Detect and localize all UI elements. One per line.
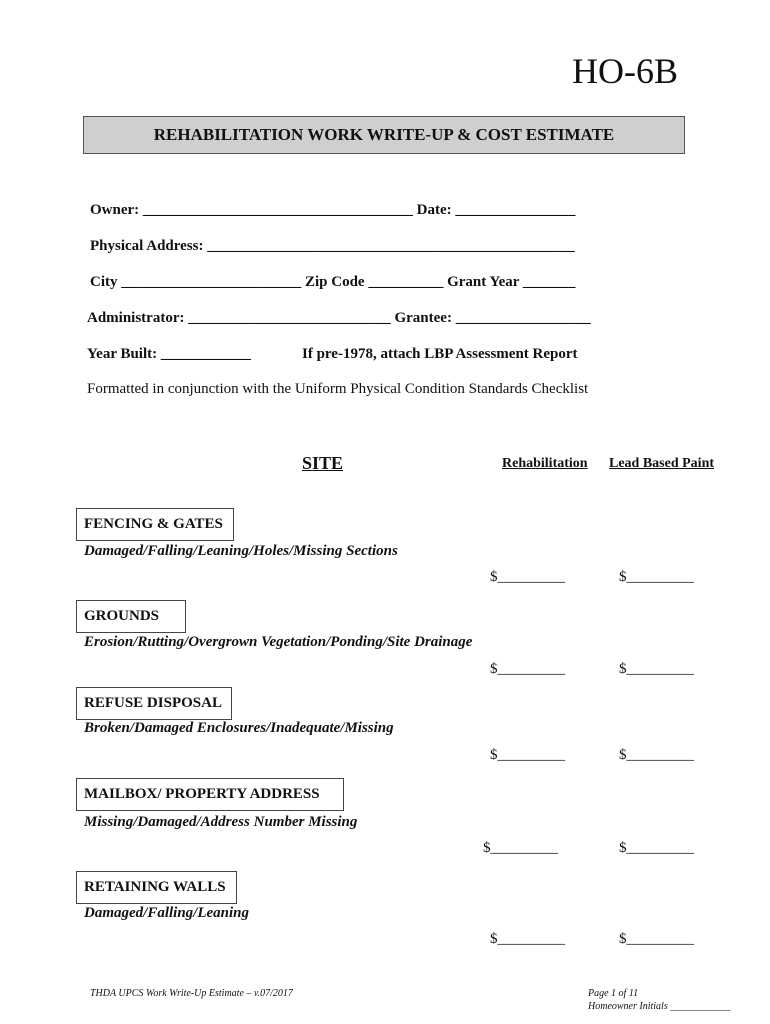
section-refuse-disposal: REFUSE DISPOSAL bbox=[76, 687, 232, 720]
lbp-assessment-note: If pre-1978, attach LBP Assessment Report bbox=[302, 346, 578, 362]
section-description: Damaged/Falling/Leaning bbox=[84, 905, 250, 921]
section-description: Erosion/Rutting/Overgrown Vegetation/Ponding/Site Drainage bbox=[84, 634, 473, 650]
year-built-field[interactable]: Year Built: ____________ bbox=[87, 346, 251, 362]
site-heading: SITE bbox=[302, 453, 344, 473]
section-description: Missing/Damaged/Address Number Missing bbox=[84, 814, 358, 830]
rehabilitation-amount-field[interactable]: $_________ bbox=[490, 569, 565, 585]
city-zip-grant-field[interactable]: City ________________________ Zip Code __________ Grant Year _______ bbox=[90, 274, 576, 290]
rehabilitation-amount-field[interactable]: $_________ bbox=[490, 931, 565, 947]
lead-paint-amount-field[interactable]: $_________ bbox=[619, 931, 694, 947]
administrator-grantee-field[interactable]: Administrator: ___________________________ Grantee: __________________ bbox=[87, 310, 591, 326]
lead-paint-amount-field[interactable]: $_________ bbox=[619, 747, 694, 763]
owner-date-field[interactable]: Owner: ____________________________________ Date: ________________ bbox=[90, 202, 576, 218]
lead-based-paint-column-header: Lead Based Paint bbox=[609, 456, 715, 471]
footer-form-version: THDA UPCS Work Write-Up Estimate – v.07/2017 bbox=[90, 988, 293, 999]
rehabilitation-amount-field[interactable]: $_________ bbox=[483, 840, 558, 856]
form-code: HO-6B bbox=[572, 51, 678, 91]
footer-page-number: Page 1 of 11 bbox=[588, 988, 639, 999]
section-grounds: GROUNDS bbox=[76, 600, 186, 633]
upcs-note: Formatted in conjunction with the Uniform Physical Condition Standards Checklist bbox=[87, 381, 589, 397]
section-retaining-walls: RETAINING WALLS bbox=[76, 871, 237, 904]
lead-paint-amount-field[interactable]: $_________ bbox=[619, 840, 694, 856]
rehabilitation-column-header: Rehabilitation bbox=[502, 456, 588, 471]
form-title: REHABILITATION WORK WRITE-UP & COST ESTIMATE bbox=[83, 116, 685, 154]
lead-paint-amount-field[interactable]: $_________ bbox=[619, 569, 694, 585]
section-fencing-gates: FENCING & GATES bbox=[76, 508, 234, 541]
physical-address-field[interactable]: Physical Address: _________________________________________________ bbox=[90, 238, 575, 254]
section-description: Damaged/Falling/Leaning/Holes/Missing Sections bbox=[84, 543, 398, 559]
lead-paint-amount-field[interactable]: $_________ bbox=[619, 661, 694, 677]
section-description: Broken/Damaged Enclosures/Inadequate/Missing bbox=[84, 720, 394, 736]
homeowner-initials-field[interactable]: Homeowner Initials ____________ bbox=[588, 1001, 731, 1012]
section-mailbox-property-address: MAILBOX/ PROPERTY ADDRESS bbox=[76, 778, 344, 811]
rehabilitation-amount-field[interactable]: $_________ bbox=[490, 661, 565, 677]
rehabilitation-amount-field[interactable]: $_________ bbox=[490, 747, 565, 763]
